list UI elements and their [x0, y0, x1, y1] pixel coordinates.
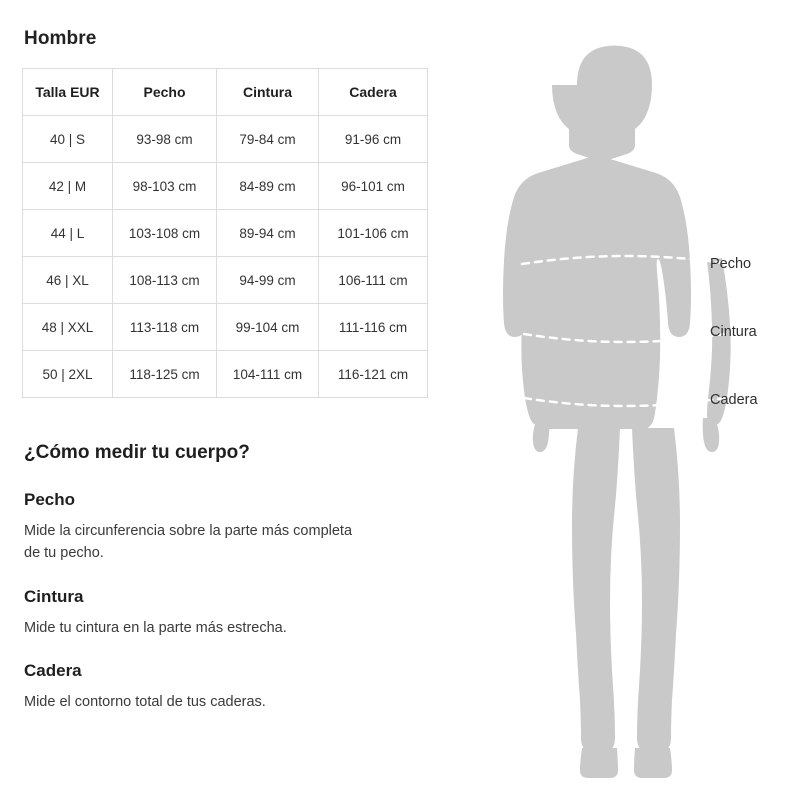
table-cell-hip: 111-116 cm: [319, 304, 428, 351]
measure-block-chest: [22, 490, 452, 565]
table-cell-chest: 98-103 cm: [113, 163, 217, 210]
how-to-measure-title: ¿Cómo medir tu cuerpo?: [24, 442, 250, 463]
figure-label-waist: Cintura: [710, 324, 757, 340]
table-cell-waist: 79-84 cm: [217, 116, 319, 163]
table-cell-hip: 91-96 cm: [319, 116, 428, 163]
figure-label-hip: Cadera: [710, 392, 758, 408]
table-cell-size: 44 | L: [23, 210, 113, 257]
figure-label-chest: Pecho: [710, 256, 752, 272]
table-header-cell: Cadera: [319, 69, 428, 116]
table-header-cell: Pecho: [113, 69, 217, 116]
table-row: [23, 116, 428, 163]
table-cell-chest: 93-98 cm: [113, 116, 217, 163]
table-cell-size: 42 | M: [23, 163, 113, 210]
table-header-cell: Cintura: [217, 69, 319, 116]
table-row: [23, 351, 428, 398]
table-cell-size: 48 | XXL: [23, 304, 113, 351]
table-header-cell: Talla EUR: [23, 69, 113, 116]
measure-block-hip: [22, 661, 452, 713]
table-cell-chest: 103-108 cm: [113, 210, 217, 257]
table-row: [23, 304, 428, 351]
table-row: [23, 257, 428, 304]
measure-desc-waist: Mide tu cintura en la parte más estrecha.: [24, 619, 287, 636]
table-cell-waist: 99-104 cm: [217, 304, 319, 351]
size-table: [22, 68, 428, 398]
measure-desc-hip: Mide el contorno total de tus caderas.: [24, 694, 266, 711]
table-cell-size: 50 | 2XL: [23, 351, 113, 398]
table-cell-waist: 84-89 cm: [217, 163, 319, 210]
table-cell-hip: 96-101 cm: [319, 163, 428, 210]
table-cell-waist: 94-99 cm: [217, 257, 319, 304]
measure-name-waist: Cintura: [24, 586, 84, 606]
table-row: [23, 163, 428, 210]
table-cell-chest: 108-113 cm: [113, 257, 217, 304]
table-cell-hip: 116-121 cm: [319, 351, 428, 398]
right-column: [452, 0, 800, 800]
measure-desc-chest: Mide la circunferencia sobre la parte más completa de tu pecho.: [24, 523, 353, 562]
measure-block-waist: [22, 587, 452, 639]
table-cell-waist: 104-111 cm: [217, 351, 319, 398]
table-cell-chest: 113-118 cm: [113, 304, 217, 351]
table-cell-size: 40 | S: [23, 116, 113, 163]
table-cell-waist: 89-94 cm: [217, 210, 319, 257]
left-column: [22, 28, 452, 736]
table-cell-size: 46 | XL: [23, 257, 113, 304]
body-figure: [452, 0, 800, 800]
table-row: [23, 210, 428, 257]
table-header-row: [23, 69, 428, 116]
how-to-measure-section: [22, 442, 452, 714]
measure-name-hip: Cadera: [24, 661, 82, 681]
page-title: Hombre: [24, 28, 97, 49]
measure-name-chest: Pecho: [24, 490, 76, 509]
table-cell-hip: 106-111 cm: [319, 257, 428, 304]
table-cell-chest: 118-125 cm: [113, 351, 217, 398]
table-cell-hip: 101-106 cm: [319, 210, 428, 257]
